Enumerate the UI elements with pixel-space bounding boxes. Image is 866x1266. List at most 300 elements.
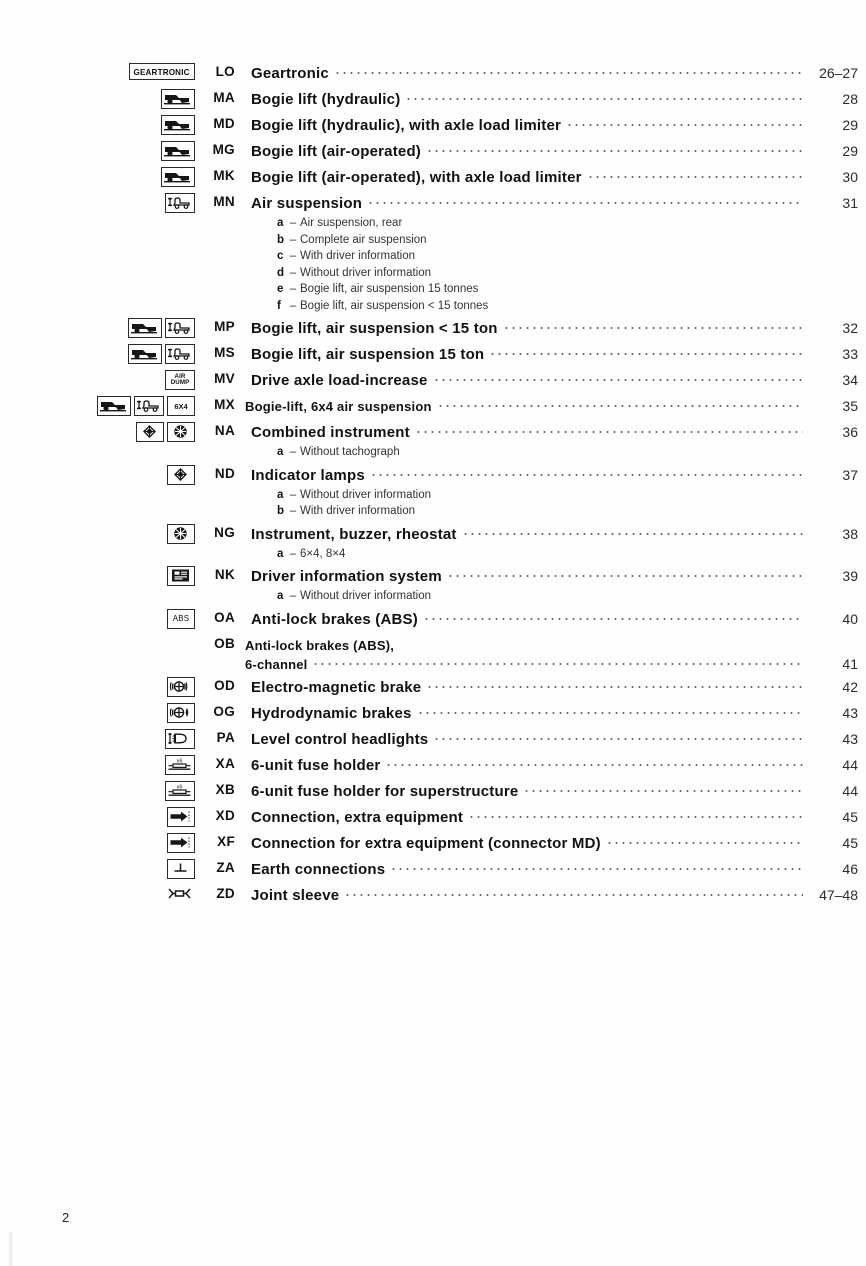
toc-entry[interactable] bbox=[0, 830, 866, 856]
dot-leader bbox=[312, 653, 803, 669]
driver-information-icon bbox=[167, 566, 195, 586]
toc-subitem-dash: – bbox=[289, 590, 297, 602]
toc-subitem bbox=[277, 487, 866, 504]
toc-subitem-dash: – bbox=[289, 299, 297, 312]
toc-subitem-dash: – bbox=[289, 233, 297, 246]
toc-entry-body bbox=[235, 727, 866, 749]
toc-entry-page-wrap bbox=[808, 91, 866, 109]
toc-entry-page-number: 26–27 bbox=[819, 65, 858, 81]
toc-entry-page-wrap bbox=[808, 372, 866, 390]
toc-entry-code: MA bbox=[213, 90, 235, 105]
toc-entry-title-line bbox=[245, 634, 866, 653]
toc-subitem-text: Bogie lift, air suspension < 15 tonnes bbox=[300, 299, 489, 312]
toc-subitem-label: a bbox=[277, 217, 284, 229]
toc-entry[interactable] bbox=[0, 726, 866, 752]
toc-entry-body bbox=[235, 779, 866, 801]
toc-subitem-dash: – bbox=[289, 250, 297, 262]
toc-entry-icons bbox=[0, 857, 195, 879]
dot-leader bbox=[462, 523, 803, 539]
toc-entry-body bbox=[235, 701, 866, 723]
toc-subitem-dash: – bbox=[289, 217, 297, 229]
dot-leader bbox=[566, 114, 803, 130]
toc-entry-subitems bbox=[277, 487, 866, 520]
toc-entry-title-line bbox=[251, 780, 866, 801]
toc-entry[interactable] bbox=[0, 315, 866, 341]
toc-entry-page-wrap bbox=[808, 526, 866, 544]
toc-entry[interactable] bbox=[0, 112, 866, 138]
toc-entry-page-wrap bbox=[808, 169, 866, 187]
toc-entry-title: Anti-lock brakes (ABS) bbox=[251, 610, 418, 628]
dot-leader bbox=[423, 608, 803, 624]
air-suspension-icon bbox=[165, 193, 195, 213]
toc-entry-subitems bbox=[277, 546, 866, 563]
toc-entry-page-number: 38 bbox=[842, 525, 858, 542]
page-folio-number: 2 bbox=[62, 1210, 70, 1225]
toc-entry-title-line bbox=[245, 395, 866, 416]
toc-entry-code: MP bbox=[214, 319, 235, 334]
toc-entry-title: Connection, extra equipment bbox=[251, 808, 464, 826]
toc-entry-body bbox=[235, 883, 866, 905]
toc-entry-code: MK bbox=[213, 168, 235, 183]
toc-entry-code: XF bbox=[217, 833, 235, 849]
toc-entry-title-line bbox=[251, 62, 866, 83]
toc-entry-title-line bbox=[251, 806, 866, 827]
toc-entry-subitems bbox=[277, 588, 866, 605]
toc-entry-page-number: 35 bbox=[842, 398, 858, 414]
dot-leader bbox=[433, 369, 803, 385]
toc-entry-code: PA bbox=[216, 729, 235, 745]
toc-entry-icons bbox=[0, 779, 195, 801]
bogie-lift-icon bbox=[128, 344, 162, 364]
toc-entry-code: MN bbox=[213, 194, 235, 209]
air-dump-line2: DUMP bbox=[170, 379, 190, 386]
toc-entry-code: ZA bbox=[216, 859, 235, 875]
joint-sleeve-icon bbox=[167, 885, 195, 905]
toc-entry-title: Bogie lift (air-operated), with axle load limiter bbox=[251, 169, 582, 186]
toc-entry-code: MV bbox=[214, 371, 235, 386]
dot-leader bbox=[433, 728, 803, 744]
toc-entry-code: XB bbox=[215, 781, 235, 797]
toc-entry-code: NA bbox=[214, 423, 235, 438]
toc-subitem bbox=[277, 444, 866, 461]
air-suspension-icon bbox=[165, 318, 195, 338]
toc-entry-title: Combined instrument bbox=[251, 424, 410, 441]
toc-entry-icons bbox=[0, 113, 195, 135]
toc-entry-body bbox=[235, 139, 866, 161]
toc-entry-page-number: 39 bbox=[842, 568, 858, 584]
toc-subitem-label: d bbox=[277, 266, 285, 279]
toc-entry-page-wrap bbox=[808, 398, 866, 416]
dot-leader bbox=[447, 565, 803, 581]
toc-entry[interactable] bbox=[0, 856, 866, 882]
toc-entry-page-number: 40 bbox=[842, 610, 858, 627]
toc-entry-title-line-2 bbox=[245, 653, 866, 674]
toc-entry[interactable] bbox=[0, 393, 866, 419]
toc-entry-page-wrap bbox=[808, 757, 866, 775]
toc-entry-title: Joint sleeve bbox=[251, 886, 340, 904]
toc-entry-icons bbox=[0, 753, 195, 775]
abs-label: ABS bbox=[172, 614, 190, 623]
toc-entry-body bbox=[235, 857, 866, 879]
toc-entry-body bbox=[235, 368, 866, 390]
dot-leader bbox=[606, 832, 803, 848]
toc-entry-icons bbox=[0, 420, 195, 442]
indicator-lamp-icon bbox=[167, 465, 195, 485]
toc-entry-page-wrap bbox=[808, 320, 866, 338]
toc-subitem bbox=[277, 265, 866, 282]
toc-subitem-text: Without driver information bbox=[300, 488, 432, 501]
toc-subitem-text: With driver information bbox=[300, 250, 416, 262]
toc-entry-page-number: 28 bbox=[842, 91, 858, 107]
toc-subitem bbox=[277, 546, 866, 563]
toc-entry[interactable] bbox=[0, 367, 866, 393]
toc-entry-title: 6-unit fuse holder bbox=[251, 756, 381, 774]
toc-entry[interactable] bbox=[0, 462, 866, 521]
toc-entry-title-line bbox=[251, 858, 866, 879]
toc-entry-icons bbox=[0, 607, 195, 629]
toc-entry-title: Indicator lamps bbox=[251, 466, 365, 484]
toc-entry-title-line bbox=[251, 166, 866, 187]
toc-subitem bbox=[277, 588, 866, 605]
dot-leader bbox=[405, 88, 803, 104]
toc-entry-icons bbox=[0, 61, 195, 80]
bogie-lift-icon bbox=[128, 318, 162, 338]
toc-entry-page-number: 44 bbox=[842, 782, 858, 799]
toc-subitem-dash: – bbox=[289, 505, 297, 517]
toc-entry-page-wrap bbox=[808, 783, 866, 801]
toc-entry[interactable] bbox=[0, 632, 866, 674]
toc-entry-icons bbox=[0, 727, 195, 749]
toc-entry-page-number: 46 bbox=[842, 860, 858, 877]
toc-entry-page-wrap bbox=[808, 611, 866, 629]
scan-edge-artifact bbox=[8, 1232, 13, 1266]
dot-leader bbox=[344, 884, 803, 900]
toc-entry[interactable] bbox=[0, 341, 866, 367]
toc-entry[interactable] bbox=[0, 521, 866, 564]
toc-entry-title-line bbox=[251, 754, 866, 775]
toc-entry-title-line bbox=[251, 421, 866, 442]
toc-entry-body bbox=[235, 191, 866, 315]
toc-entry[interactable] bbox=[0, 804, 866, 830]
toc-subitem-dash: – bbox=[289, 283, 297, 295]
toc-entry-title: Bogie lift (hydraulic) bbox=[251, 91, 401, 108]
toc-entry-page-number: 31 bbox=[842, 195, 858, 211]
toc-entry-page-number: 30 bbox=[842, 169, 858, 185]
toc-entry-title: Bogie lift, air suspension 15 ton bbox=[251, 346, 485, 363]
hydrodynamic-brake-icon bbox=[167, 703, 195, 723]
dot-leader bbox=[437, 395, 803, 411]
toc-entry-page-number: 36 bbox=[842, 424, 858, 440]
dot-leader bbox=[503, 317, 803, 333]
toc-entry-body bbox=[235, 564, 866, 606]
toc-subitem-label: b bbox=[277, 505, 285, 517]
toc-subitem bbox=[277, 298, 866, 315]
toc-entry-title: Bogie-lift, 6x4 air suspension bbox=[245, 399, 432, 414]
toc-entry-title: Instrument, buzzer, rheostat bbox=[251, 525, 457, 543]
toc-entry-page-wrap bbox=[808, 195, 866, 213]
toc-entry-title-line bbox=[251, 832, 866, 853]
toc-entry-title-line bbox=[251, 140, 866, 161]
toc-entry[interactable] bbox=[0, 419, 866, 462]
dot-leader bbox=[426, 140, 803, 156]
dot-leader bbox=[367, 192, 803, 208]
toc-entry-body bbox=[235, 675, 866, 697]
toc-entry-code: MS bbox=[214, 345, 235, 360]
toc-subitem-text: Without driver information bbox=[300, 266, 432, 279]
instrument-gauge-icon bbox=[167, 422, 195, 442]
toc-entry-icons bbox=[0, 316, 195, 338]
indicator-lamp-icon bbox=[136, 422, 164, 442]
toc-entry-body bbox=[235, 831, 866, 853]
toc-subitem-dash: – bbox=[289, 266, 297, 279]
toc-entry-title: Connection for extra equipment (connector MD) bbox=[251, 834, 601, 852]
fuse-holder-icon bbox=[165, 755, 195, 775]
toc-subitem-label: e bbox=[277, 283, 284, 295]
table-of-contents-list bbox=[0, 60, 866, 908]
air-suspension-icon bbox=[134, 396, 164, 416]
toc-entry[interactable] bbox=[0, 138, 866, 164]
toc-entry-title-line bbox=[251, 523, 866, 544]
dot-leader bbox=[417, 702, 803, 718]
toc-entry-body bbox=[235, 316, 866, 338]
air-dump-label-icon bbox=[165, 370, 195, 390]
toc-entry-code: MD bbox=[213, 116, 235, 131]
toc-subitem-label: a bbox=[277, 547, 284, 560]
toc-entry[interactable] bbox=[0, 700, 866, 726]
toc-entry-page-number: 45 bbox=[842, 808, 858, 825]
toc-subitem-text: 6×4, 8×4 bbox=[300, 547, 346, 560]
toc-entry[interactable] bbox=[0, 674, 866, 700]
toc-entry-page-wrap bbox=[808, 731, 866, 749]
six-by-four-label-icon bbox=[167, 396, 195, 416]
dot-leader bbox=[426, 676, 803, 692]
toc-entry[interactable] bbox=[0, 778, 866, 804]
dot-leader bbox=[587, 166, 803, 182]
toc-entry-icons bbox=[0, 633, 195, 635]
toc-entry-title: Bogie lift (air-operated) bbox=[251, 143, 422, 160]
toc-subitem-text: Without driver information bbox=[300, 590, 432, 602]
toc-entry-title: 6-unit fuse holder for superstructure bbox=[251, 782, 519, 800]
toc-entry-title: Geartronic bbox=[251, 65, 329, 82]
toc-entry-icons bbox=[0, 831, 195, 853]
toc-entry-icons bbox=[0, 139, 195, 161]
toc-subitem-text: Bogie lift, air suspension 15 tonnes bbox=[300, 283, 479, 295]
toc-entry-page-wrap bbox=[808, 656, 866, 674]
toc-entry-page-wrap bbox=[808, 467, 866, 485]
toc-entry-page-number: 29 bbox=[842, 117, 858, 133]
toc-entry-icons bbox=[0, 342, 195, 364]
toc-entry-body bbox=[235, 633, 866, 674]
toc-subitem-label: a bbox=[277, 488, 284, 501]
toc-entry-page-number: 33 bbox=[842, 346, 858, 362]
toc-subitem bbox=[277, 281, 866, 298]
toc-entry-page-number: 32 bbox=[842, 320, 858, 336]
toc-entry-title-line bbox=[251, 702, 866, 723]
toc-entry-page-number: 43 bbox=[842, 704, 858, 721]
svg-text:x6: x6 bbox=[176, 783, 183, 790]
toc-entry-icons bbox=[0, 564, 195, 586]
toc-entry-page-wrap bbox=[808, 861, 866, 879]
air-suspension-icon bbox=[165, 344, 195, 364]
earth-connection-icon bbox=[167, 859, 195, 879]
dot-leader bbox=[399, 634, 803, 650]
toc-entry-page-wrap bbox=[808, 346, 866, 364]
six-by-four-label: 6X4 bbox=[174, 401, 188, 411]
toc-entry-title-line bbox=[251, 565, 866, 586]
bogie-lift-icon bbox=[161, 115, 195, 135]
toc-entry-body bbox=[235, 607, 866, 629]
toc-subitem bbox=[277, 503, 866, 520]
toc-entry-page-number: 43 bbox=[842, 730, 858, 747]
dot-leader bbox=[415, 421, 803, 437]
toc-entry-page-number: 42 bbox=[842, 678, 858, 695]
toc-entry-body bbox=[235, 61, 866, 83]
toc-entry[interactable] bbox=[0, 563, 866, 606]
toc-entry-title: Earth connections bbox=[251, 860, 386, 878]
instrument-gauge-icon bbox=[167, 524, 195, 544]
toc-entry-title: Driver information system bbox=[251, 568, 442, 585]
toc-entry-icons bbox=[0, 883, 195, 905]
toc-entry-page-wrap bbox=[808, 809, 866, 827]
toc-entry-title-line bbox=[251, 884, 866, 905]
toc-entry-body bbox=[235, 805, 866, 827]
toc-subitem-text: Complete air suspension bbox=[300, 233, 427, 246]
toc-subitem bbox=[277, 232, 866, 249]
toc-entry-code: ZD bbox=[216, 885, 235, 901]
toc-entry-title-line bbox=[251, 369, 866, 390]
svg-text:x6: x6 bbox=[176, 757, 183, 764]
electro-magnetic-brake-icon bbox=[167, 677, 195, 697]
bogie-lift-icon bbox=[161, 141, 195, 161]
toc-entry-page-number: 45 bbox=[842, 834, 858, 851]
toc-entry-page-wrap bbox=[808, 835, 866, 853]
dot-leader bbox=[334, 62, 803, 78]
toc-entry-page-number: 34 bbox=[842, 372, 858, 388]
toc-entry-page-wrap bbox=[808, 117, 866, 135]
toc-entry-title: Anti-lock brakes (ABS), bbox=[245, 637, 395, 653]
toc-entry-subitems bbox=[277, 215, 866, 314]
toc-entry-body bbox=[235, 522, 866, 564]
abs-label-icon bbox=[167, 609, 195, 629]
toc-entry[interactable] bbox=[0, 606, 866, 632]
toc-subitem-label: a bbox=[277, 590, 284, 602]
toc-entry-icons bbox=[0, 368, 195, 390]
toc-entry-body bbox=[235, 87, 866, 109]
toc-entry-title-line bbox=[251, 317, 866, 338]
toc-entry-subitems bbox=[277, 444, 866, 461]
toc-entry-code: MX bbox=[214, 397, 235, 412]
toc-entry-page-number: 47–48 bbox=[819, 886, 858, 903]
toc-entry-icons bbox=[0, 165, 195, 187]
dot-leader bbox=[489, 343, 803, 359]
bogie-lift-icon bbox=[161, 89, 195, 109]
toc-entry-page-wrap bbox=[808, 679, 866, 697]
toc-entry-code: XA bbox=[215, 755, 235, 771]
toc-entry-code: NK bbox=[214, 567, 235, 582]
toc-subitem bbox=[277, 248, 866, 265]
toc-entry-code: LO bbox=[215, 64, 235, 79]
fuse-holder-icon bbox=[165, 781, 195, 801]
toc-entry-title-line bbox=[251, 728, 866, 749]
toc-entry-body bbox=[235, 165, 866, 187]
toc-entry-body bbox=[235, 342, 866, 364]
connection-arrow-icon bbox=[167, 833, 195, 853]
toc-entry-page-wrap bbox=[808, 424, 866, 442]
toc-entry-title-line bbox=[251, 676, 866, 697]
toc-subitem-text: Air suspension, rear bbox=[300, 217, 403, 229]
toc-entry[interactable] bbox=[0, 882, 866, 908]
toc-entry-page-number: 29 bbox=[842, 143, 858, 159]
toc-entry-title-line bbox=[251, 192, 866, 213]
toc-entry-title-line bbox=[251, 114, 866, 135]
toc-entry-title-line bbox=[251, 343, 866, 364]
toc-subitem-dash: – bbox=[289, 446, 297, 458]
dot-leader bbox=[370, 464, 803, 480]
toc-entry-icons bbox=[0, 394, 195, 416]
toc-entry-icons bbox=[0, 805, 195, 827]
toc-entry-title-continued: 6-channel bbox=[245, 656, 308, 672]
toc-subitem-text: Without tachograph bbox=[300, 446, 400, 458]
bogie-lift-icon bbox=[97, 396, 131, 416]
toc-entry-title: Hydrodynamic brakes bbox=[251, 704, 412, 722]
toc-subitem-label: b bbox=[277, 233, 285, 246]
dot-leader bbox=[523, 780, 803, 796]
toc-entry[interactable] bbox=[0, 190, 866, 315]
toc-subitem-dash: – bbox=[289, 547, 297, 560]
toc-entry[interactable] bbox=[0, 752, 866, 778]
toc-entry-code: NG bbox=[214, 524, 235, 540]
toc-entry-body bbox=[235, 420, 866, 462]
toc-entry-icons bbox=[0, 701, 195, 723]
toc-entry-title: Bogie lift (hydraulic), with axle load limiter bbox=[251, 117, 562, 134]
toc-entry-title: Drive axle load-increase bbox=[251, 372, 428, 389]
dot-leader bbox=[468, 806, 803, 822]
toc-entry-icons bbox=[0, 191, 195, 213]
toc-entry-page-wrap bbox=[808, 143, 866, 161]
toc-entry-icons bbox=[0, 87, 195, 109]
toc-entry-title-line bbox=[251, 88, 866, 109]
toc-entry[interactable] bbox=[0, 86, 866, 112]
connection-arrow-icon bbox=[167, 807, 195, 827]
toc-entry-page-wrap bbox=[808, 705, 866, 723]
toc-entry-icons bbox=[0, 675, 195, 697]
toc-entry-code: MG bbox=[212, 142, 235, 157]
toc-entry-code: XD bbox=[215, 807, 235, 823]
toc-entry-page-wrap bbox=[808, 887, 866, 905]
toc-entry-page-number: 44 bbox=[842, 756, 858, 773]
toc-entry-title: Level control headlights bbox=[251, 730, 429, 748]
toc-entry-icons bbox=[0, 463, 195, 485]
toc-entry-code: OA bbox=[214, 609, 235, 625]
toc-entry-page-wrap bbox=[808, 65, 866, 83]
toc-entry-icons bbox=[0, 522, 195, 544]
toc-subitem-dash: – bbox=[289, 488, 297, 501]
geartronic-icon-label: GEARTRONIC bbox=[133, 66, 191, 77]
toc-entry-title: Electro-magnetic brake bbox=[251, 678, 422, 696]
toc-entry-title: Bogie lift, air suspension < 15 ton bbox=[251, 320, 498, 337]
toc-subitem-label: f bbox=[277, 299, 281, 312]
toc-entry[interactable] bbox=[0, 164, 866, 190]
toc-entry-body bbox=[235, 753, 866, 775]
geartronic-label-icon bbox=[129, 63, 195, 80]
toc-entry-code: OG bbox=[213, 703, 235, 719]
toc-entry-page-wrap bbox=[808, 568, 866, 586]
toc-subitem bbox=[277, 215, 866, 232]
toc-subitem-label: a bbox=[277, 446, 284, 458]
toc-entry[interactable] bbox=[0, 60, 866, 86]
toc-entry-page-number: 37 bbox=[842, 466, 858, 483]
toc-entry-code: OD bbox=[214, 677, 235, 693]
